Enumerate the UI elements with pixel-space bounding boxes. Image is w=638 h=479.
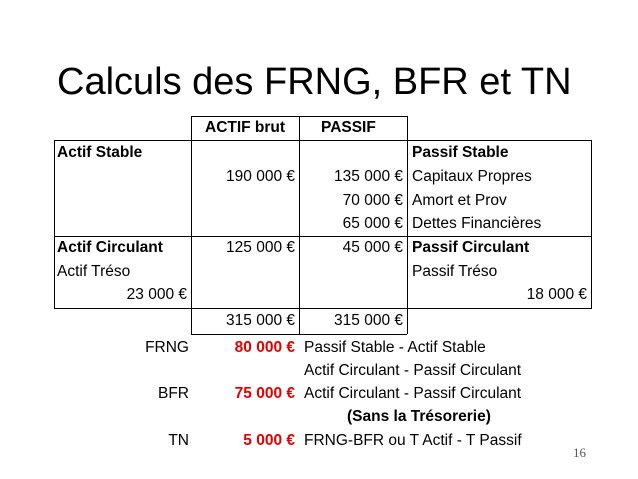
- actif-circulant-label: Actif Circulant: [57, 239, 163, 256]
- tn-formula: FRNG-BFR ou T Actif - T Passif: [304, 432, 522, 449]
- frng-value: 80 000 €: [234, 339, 295, 356]
- actif-circulant-value: 125 000 €: [226, 239, 295, 256]
- header-passif: PASSIF: [321, 119, 376, 136]
- bfr-formula-2: (Sans la Trésorerie): [347, 408, 491, 425]
- capitaux-propres-value: 70 000 €: [342, 192, 403, 209]
- total-actif: 315 000 €: [226, 312, 295, 329]
- passif-treso-label: Passif Tréso: [412, 263, 498, 280]
- total-passif: 315 000 €: [334, 312, 403, 329]
- actif-treso-label: Actif Tréso: [57, 263, 131, 280]
- frng-label: FRNG: [145, 339, 189, 356]
- frng-formula-2: Actif Circulant - Passif Circulant: [304, 362, 522, 379]
- dettes-financieres-label: Dettes Financières: [412, 215, 542, 232]
- frng-formula-1: Passif Stable - Actif Stable: [304, 339, 486, 356]
- header-actif-brut: ACTIF brut: [205, 119, 286, 136]
- passif-stable-value: 135 000 €: [334, 168, 403, 185]
- capitaux-propres-label: Capitaux Propres: [412, 168, 532, 185]
- page-number: 16: [573, 445, 586, 460]
- actif-stable-label: Actif Stable: [57, 144, 143, 161]
- amort-prov-value: 65 000 €: [342, 215, 403, 232]
- actif-stable-value: 190 000 €: [226, 168, 295, 185]
- bfr-label: BFR: [158, 385, 189, 402]
- tn-label: TN: [168, 432, 189, 449]
- amort-prov-label: Amort et Prov: [412, 192, 507, 209]
- slide-title: Calculs des FRNG, BFR et TN: [57, 61, 572, 103]
- passif-treso-value: 18 000 €: [526, 286, 587, 303]
- passif-circulant-label: Passif Circulant: [412, 239, 530, 256]
- passif-stable-label: Passif Stable: [412, 144, 509, 161]
- tn-value: 5 000 €: [243, 432, 295, 449]
- actif-treso-value: 23 000 €: [126, 286, 187, 303]
- bfr-formula-1: Actif Circulant - Passif Circulant: [304, 385, 522, 402]
- bfr-value: 75 000 €: [234, 385, 295, 402]
- passif-circulant-value: 45 000 €: [342, 239, 403, 256]
